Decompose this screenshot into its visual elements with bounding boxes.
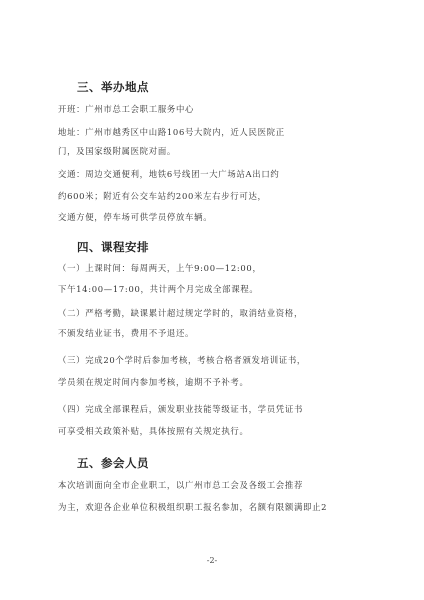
paragraph-line: （二）严格考勤，缺课累计超过规定学时的，取消结业资格， [58,308,304,318]
paragraph-line: 学员须在规定时间内参加考核，逾期不予补考。 [58,377,249,387]
section-heading-location: 三、举办地点 [77,80,149,94]
section-heading-curriculum: 四、课程安排 [77,240,149,254]
paragraph-line: 下午14:00—17:00，共计两个月完成全部课程。 [58,284,259,294]
paragraph-line: 开班：广州市总工会职工服务中心 [58,104,195,114]
paragraph-line: （一）上课时间：每周两天，上午9:00—12:00， [58,263,262,273]
paragraph-line: 本次培训面向全市企业职工，以广州市总工会及各级工会推荐 [58,480,304,490]
paragraph-line: 可享受相关政策补贴，具体按照有关规定执行。 [58,426,249,436]
page-number: -2- [206,556,218,565]
section-heading-participants: 五、参会人员 [77,456,149,470]
paragraph-line: （四）完成全部课程后，颁发职业技能等级证书，学员凭证书 [58,404,304,414]
paragraph-line: （三）完成20个学时后参加考核，考核合格者颁发培训证书， [58,355,307,365]
paragraph-line: 为主，欢迎各企业单位积极组织职工报名参加，名额有限额满即止2 [58,502,328,512]
paragraph-line: 交通方便，停车场可供学员停放车辆。 [58,212,213,222]
paragraph-line: 交通：周边交通便利，地铁6号线团一大广场站A出口约 [58,169,280,179]
paragraph-line: 门，及国家级附属医院对面。 [58,146,176,156]
paragraph-line: 不颁发结业证书，费用不予退还。 [58,328,195,338]
paragraph-line: 地址：广州市越秀区中山路106号大院内，近人民医院正 [58,127,285,137]
paragraph-line: 约600米；附近有公交车站约200米左右步行可达， [58,191,267,201]
